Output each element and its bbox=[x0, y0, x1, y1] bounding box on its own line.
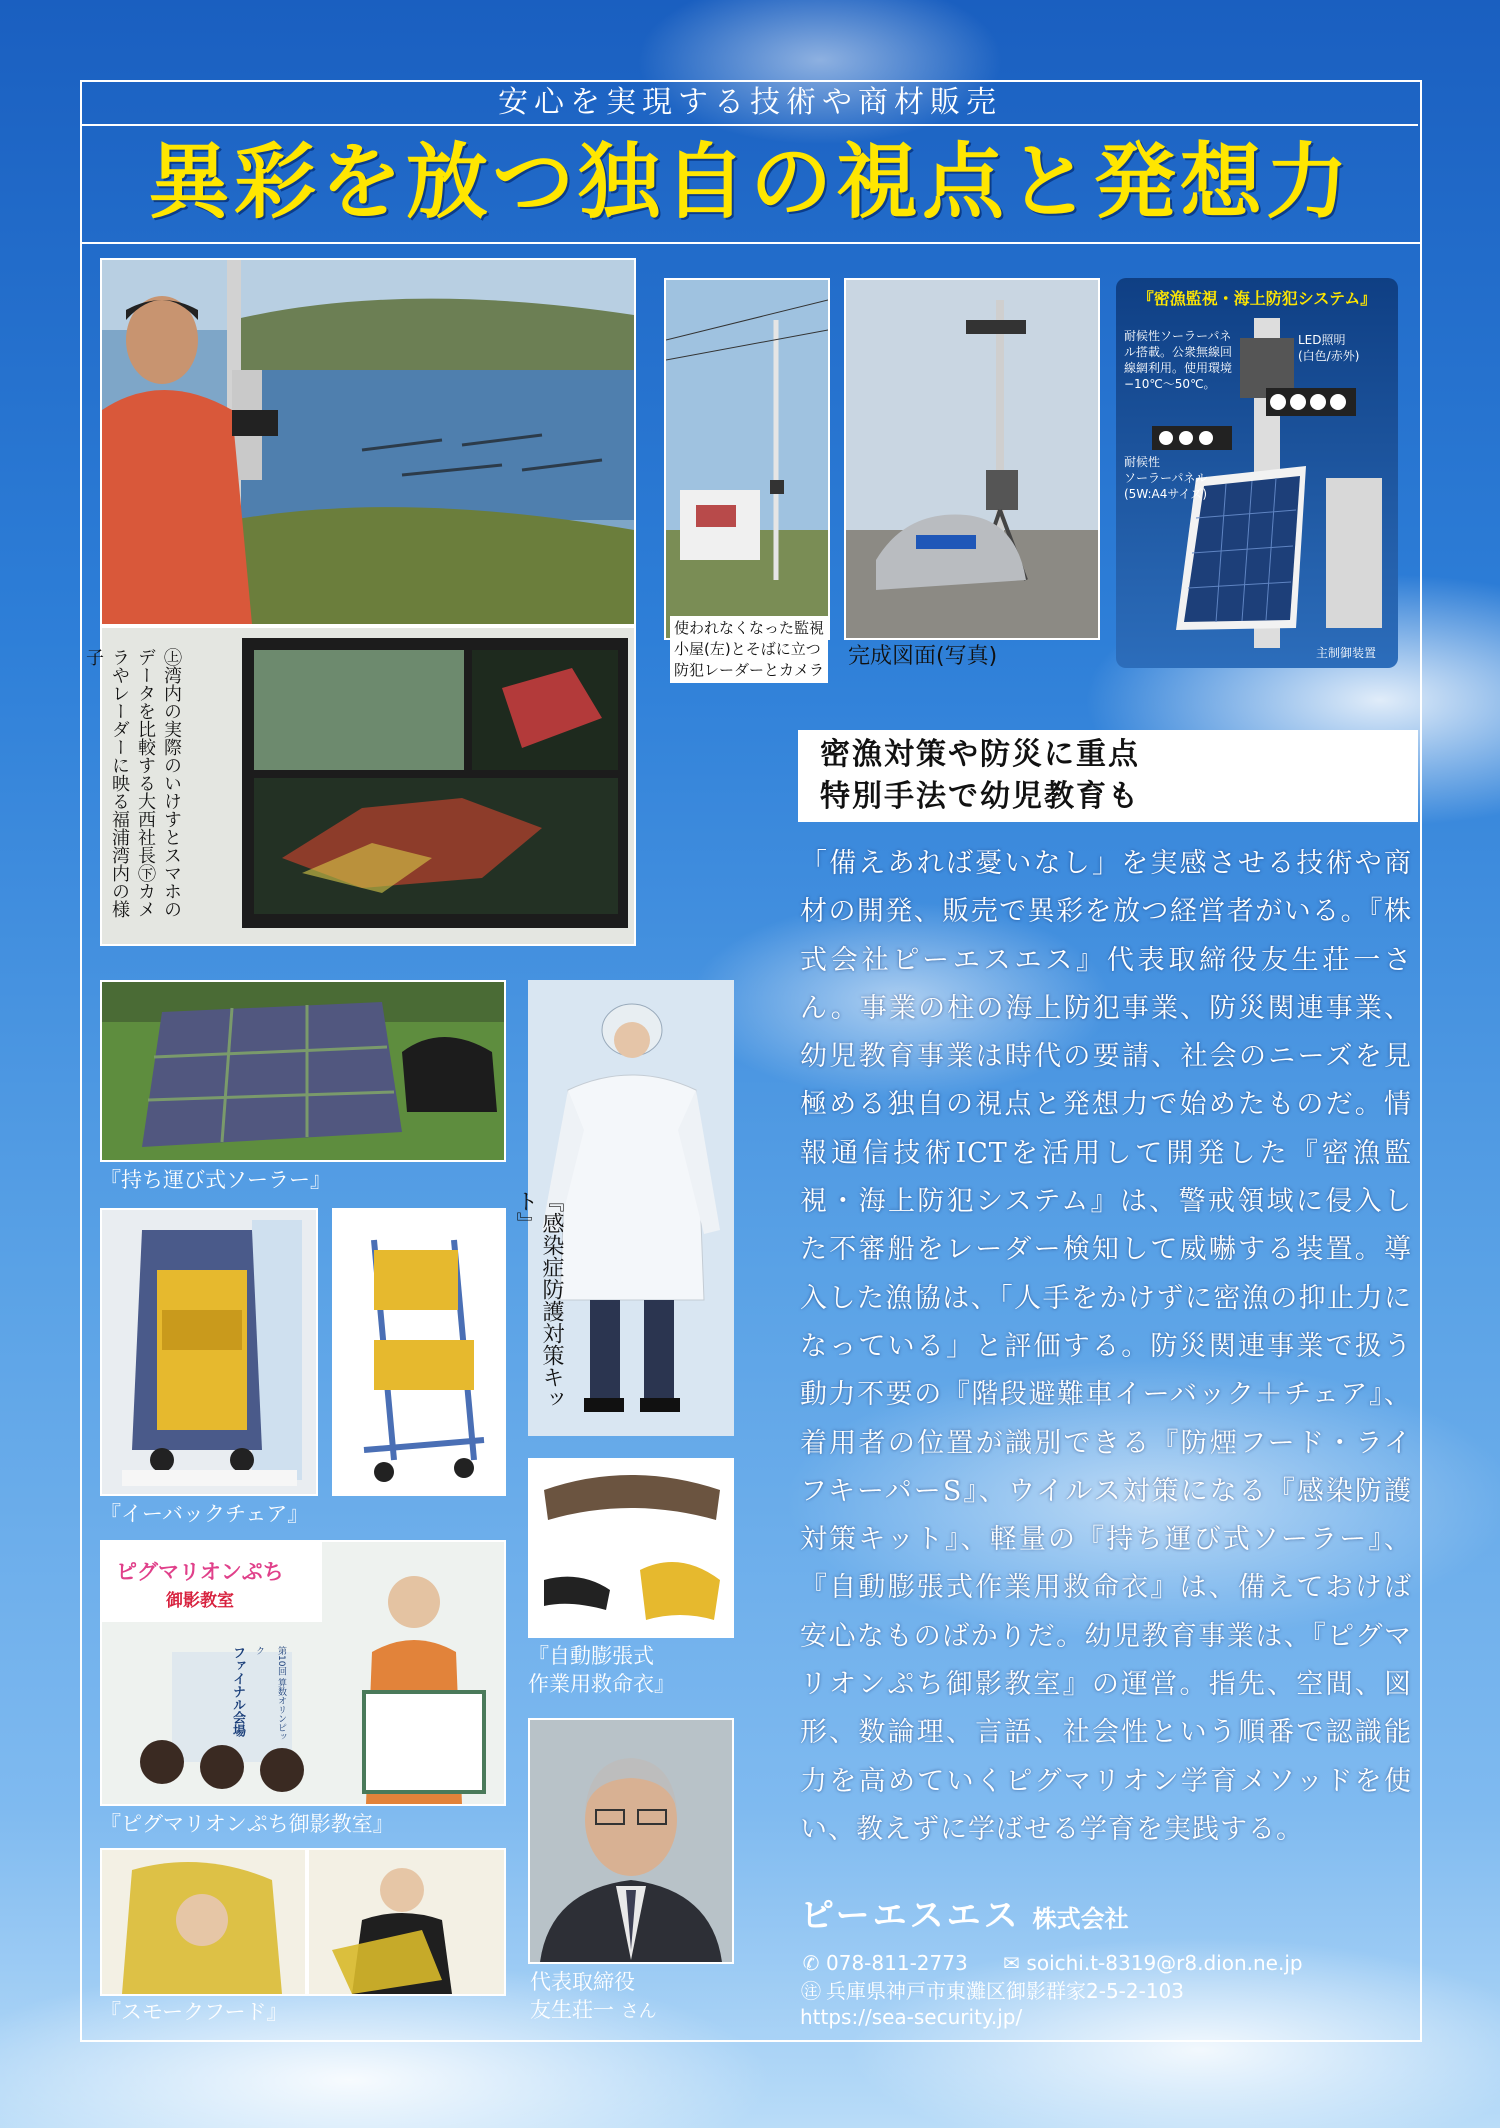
caption-hut: 使われなくなった監視 小屋(左)とそばに立つ 防犯レーダーとカメラ bbox=[670, 616, 828, 683]
system-panel-title: 『密漁監視・海上防犯システム』 bbox=[1137, 289, 1377, 308]
caption-representative: 代表取締役 友生荘一 さん bbox=[530, 1970, 657, 2022]
address-icon: ㊟ bbox=[801, 1979, 821, 2003]
photo-representative bbox=[528, 1718, 734, 1964]
photo-completed-system bbox=[844, 278, 1100, 640]
caption-completion: 完成図面(写真) bbox=[848, 644, 998, 669]
caption-portable-solar: 『持ち運び式ソーラー』 bbox=[100, 1168, 331, 1192]
header-kicker: 安心を実現する技術や商材販売 bbox=[498, 85, 1002, 120]
photo-evac-chair-folded bbox=[100, 1208, 318, 1496]
photo-lifejacket bbox=[528, 1458, 734, 1638]
photo-pygmalion bbox=[100, 1540, 506, 1806]
caption-evac-chair: 『イーバックチェア』 bbox=[100, 1502, 309, 1526]
company-address: ㊟ 兵庫県神戸市東灘区御影群家2-5-2-103 bbox=[801, 1979, 1184, 2003]
system-panel-controller: 主制御装置 bbox=[1316, 646, 1377, 660]
system-panel bbox=[1116, 278, 1398, 668]
system-panel-led: LED照明 (白色/赤外) bbox=[1298, 333, 1360, 363]
subheadline bbox=[798, 730, 1418, 822]
photo-portable-solar bbox=[100, 980, 506, 1162]
caption-infection-kit: 『感染症防護対策キット』 bbox=[513, 1190, 564, 1410]
caption-lifejacket: 『自動膨張式 作業用救命衣』 bbox=[528, 1644, 675, 1696]
photo-president-at-bay bbox=[100, 258, 636, 626]
caption-smoke-hood: 『スモークフード』 bbox=[100, 2000, 288, 2024]
system-panel-solar-note: 耐候性ソーラーパネ ル搭載。公衆無線回 線網利用。使用環境 −10℃〜50℃。 bbox=[1124, 329, 1233, 391]
caption-monitor: ㊤湾内の実際のいけすとスマホのデータを比較する大西社長㊦カメラやレーダーに映る福浦湾内の様子 bbox=[83, 648, 182, 918]
pygmalion-logo: ピグマリオンぷち 御影教室 bbox=[116, 1560, 284, 1611]
photo-watch-hut bbox=[664, 278, 830, 640]
photo-evac-chair-open bbox=[332, 1208, 506, 1496]
phone-icon: ✆ bbox=[802, 1951, 820, 1975]
photo-smoke-hood bbox=[100, 1848, 506, 1996]
company-contact: ✆ 078-811-2773 ✉ soichi.t-8319@r8.dion.ne.jp bbox=[800, 1950, 1303, 1976]
company-url[interactable]: https://sea-security.jp/ bbox=[800, 2005, 1023, 2029]
header-divider bbox=[80, 124, 1418, 126]
header-title: 異彩を放つ独自の視点と発想力 bbox=[147, 134, 1352, 230]
company-name: ピーエスエス 株式会社 bbox=[800, 1896, 1129, 1936]
system-panel-solar-panel: 耐候性 ソーラーパネル (5W:A4サイズ) bbox=[1124, 455, 1208, 501]
subheadline-line-1: 密漁対策や防災に重点 bbox=[820, 737, 1140, 772]
final-hall-sign: 第10回 算数オリンピック ファイナル会場 bbox=[230, 1646, 286, 1742]
caption-pygmalion: 『ピグマリオンぷち御影教室』 bbox=[100, 1812, 394, 1836]
subheadline-line-2: 特別手法で幼児教育も bbox=[820, 779, 1140, 814]
mail-icon: ✉ bbox=[1003, 1951, 1020, 1975]
article-body: 「備えあれば憂いなし」を実感させる技術や商材の開発、販売で異彩を放つ経営者がいる。『株式会社ピーエスエス』代表取締役友生荘一さん。事業の柱の海上防犯事業、防災関連事業、幼児教育事業は時代の要請、社会のニーズを見極める独自の視点と発想力で始めたものだ。情報通信技術ICTを活用して開発した『密漁監視・海上防犯システム』は、警戒領域に侵入した不審船をレーダー検知して威嚇する装置。導入した漁協は、「人手をかけずに密漁の抑止力になっている」と評価する。防災関連事業で扱う動力不要の『階段避難車イーバック＋チェア』、着用者の位置が識別できる『防煙フード・ライフキーパーS』、ウイルス対策になる『感染防護対策キット』、軽量の『持ち運び式ソーラー』、『自動膨張式作業用救命衣』は、備えておけば安心なものばかりだ。幼児教育事業は、『ピグマリオンぷち御影教室』の運営。指先、空間、図形、数論理、言語、社会性という順番で認識能力を高めていくピグマリオン学育メソッドを使い、教えずに学ばせる学育を実践する。 bbox=[800, 848, 1412, 1845]
